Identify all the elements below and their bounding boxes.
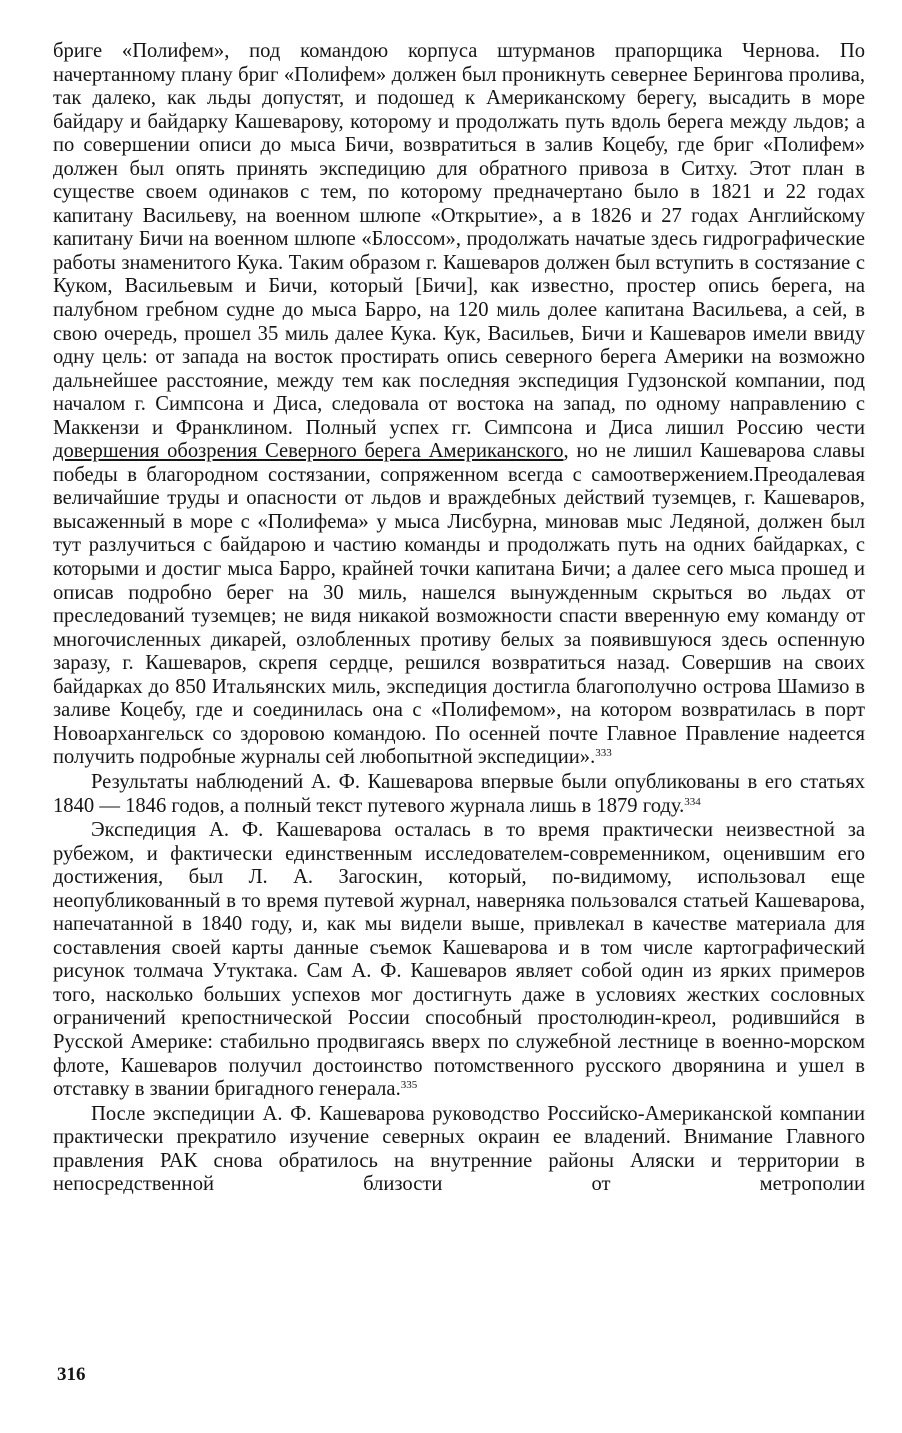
footnote-ref-334: 334 (684, 795, 701, 808)
paragraph-2-text: Результаты наблюдений А. Ф. Кашеварова впервые были опубликованы в его статьях 1840 — 1846 годов, а полный текст путевого журнала лишь в 1879 году. (53, 770, 865, 817)
paragraph-4-text: После экспедиции А. Ф. Кашеварова руководство Российско-Американской компании практически прекратило изучение северных окраин ее владений. Внимание Главного правления РАК снова обратилось на внутренние районы Аляски и территории в непосредственной близости от метрополии (53, 1102, 865, 1196)
paragraph-3 (53, 819, 865, 1102)
page-number: 316 (57, 1364, 86, 1385)
paragraph-1-text: бриге «Полифем», под командою корпуса штурманов прапорщика Чернова. По начертанному плану бриг «Полифем» должен был проникнуть севернее Берингова пролива, так далеко, как льды допустят, и подошед к Американскому берегу, высадить в море байдару и байдарку Кашеварову, которому и продолжать путь вдоль берега между льдов; а по совершении описи до мыса Бичи, возвратиться в залив Коцебу, где бриг «Полифем» должен был опять принять экспедицию для обратного привоза в Ситху. Этот план в существе своем одинаков с тем, по которому предначертано было в 1821 и 22 годах капитану Васильеву, на военном шлюпе «Открытие», а в 1826 и 27 годах Английскому капитану Бичи на военном шлюпе «Блоссом», продолжать начатые здесь гидрографические работы знаменитого Кука. Таким образом г. Кашеваров должен был вступить в состязание с Куком, Васильевым и Бичи, который [Бичи], как известно, простер опись берега, на палубном гребном судне до мыса Барро, на 120 миль долее капитана Васильева, а сей, в свою очередь, прошел 35 миль далее Кука. Кук, Васильев, Бичи и Кашеваров имели ввиду одну цель: от запада на восток простирать опись северного берега Америки на возможно дальнейшее расстояние, между тем как последняя экспедиция Гудзонской компании, под началом г. Симпсона и Диса, следовала от востока на запад, по одному направлению с Маккензи и Франклином. Полный успех гг. Симпсона и Диса лишил Россию чести (53, 40, 865, 439)
paragraph-4 (53, 1103, 865, 1197)
footnote-ref-333: 333 (595, 747, 612, 760)
footnote-ref-335: 335 (400, 1079, 418, 1092)
paragraph-1 (53, 40, 865, 770)
paragraph-2 (53, 771, 865, 818)
body-text (53, 40, 865, 1197)
paragraph-1-text-continued: , но не лишил Кашеварова славы победы в благородном состязании, сопряженном всегда с самоотвержением.Преодалевая величайшие труды и опасности от льдов и враждебных действий туземцев, г. Кашеваров, высаженный в море с «Полифема» у мыса Лисбурна, миновав мыс Ледяной, должен был тут разлучиться с байдарою и частию команды и продолжать путь на одних байдарках, с которыми и достиг мыса Барро, крайней точки капитана Бичи; а далее сего мыса прошед и описав подробно берег на 30 миль, нашелся вынужденным скрыться во льдах от преследований туземцев; не видя никакой возможности спасти вверенную ему команду от многочисленных дикарей, озлобленных противу белых за появившуюся здесь оспенную заразу, г. Кашеваров, скрепя сердце, решился возвратиться назад. Совершив на своих байдарках до 850 Итальянских миль, экспедиция достигла благополучно острова Шамизо в заливе Коцебу, где и соединилась она с «Полифемом», на котором возвратилась в порт Новоархангельск со здоровою командою. По осенней почте Главное Правление надеется получить подробные журналы сей любопытной экспедиции». (53, 440, 865, 769)
paragraph-3-text: Экспедиция А. Ф. Кашеварова осталась в то время практически неизвестной за рубежом, и фактически единственным исследователем-современником, оценившим его достижения, был Л. А. Загоскин, который, по-видимому, использовал еще неопубликованный в то время путевой журнал, наверняка пользовался статьей Кашеварова, напечатанной в 1840 году, и, как мы видели выше, привлекал в качестве материала для составления своей карты данные съемок Кашеварова и в том числе картографический рисунок толмача Утуктака. Сам А. Ф. Кашеваров являет собой один из ярких примеров того, насколько больших успехов мог достигнуть даже в условиях жестких сословных ограничений крепостнической России способный простолюдин-креол, родившийся в Русской Америке: стабильно продвигаясь вверх по служебной лестнице в военно-морском флоте, Кашеваров получил достоинство потомственного русского дворянина и ушел в отставку в звании бригадного генерала. (53, 819, 865, 1101)
underlined-phrase: довершения обозрения Северного берега Американского (53, 440, 564, 463)
